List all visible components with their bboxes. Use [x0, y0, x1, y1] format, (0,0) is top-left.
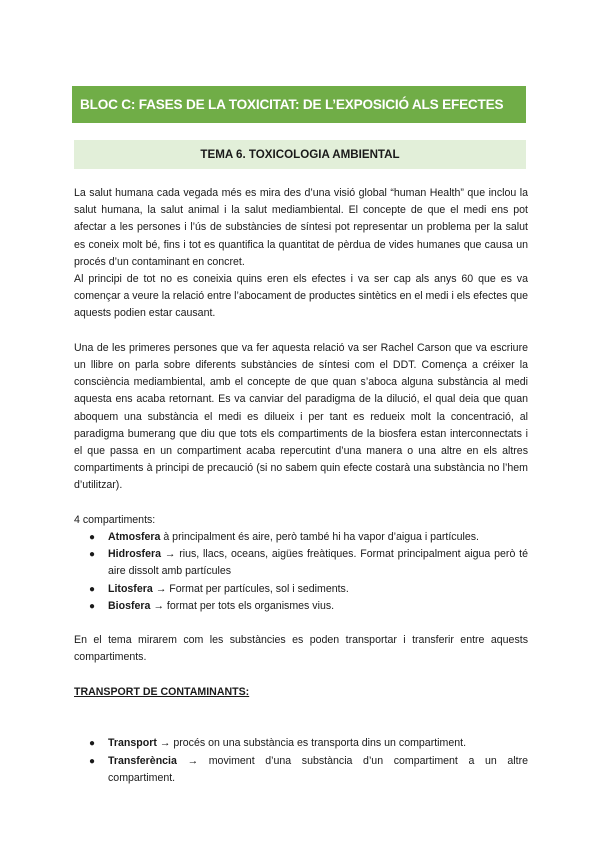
list-item-text: → format per tots els organismes vius.: [150, 599, 335, 612]
list-item: [74, 546, 528, 580]
list-item-term: Atmosfera: [108, 531, 161, 544]
list-item: [74, 598, 528, 615]
tema-title-banner: [74, 140, 526, 169]
list-item-text: → procés on una substància es transporta dins un compartiment.: [156, 737, 467, 750]
bloc-title-banner: [72, 86, 526, 123]
bullet-icon: ●: [89, 549, 96, 561]
list-item-text: → Format per partícules, sol i sediments.: [152, 582, 349, 595]
paragraph-carson: Una de les primeres persones que va fer aquesta relació va ser Rachel Carson que va escriure un llibre on parla sobre diferents substàncies de síntesi com el DDT. Comença a créixer la consciència mediambiental, amb el concepte de que quan s’aboca alguna substància al medi aquesta ens acaba retornant. Es va canviar del paradigma de la dilució, el qual deia que quan aboquem una substància el medi es dilueix i per tant es redueix molt la concentració, al paradigma bumerang que diu que tots els compartiments de la biosfera estan interconnectats i el que passa en un compartiment acaba repercutint d’una manera o una altre en els altres compartiments à principi de precaució (si no sabem quin efecte costarà una substància no l’hem d’utilitzar).: [74, 341, 528, 492]
compartments-intro: 4 compartiments:: [74, 513, 156, 526]
transport-list: [74, 735, 528, 787]
tema-title: TEMA 6. TOXICOLOGIA AMBIENTAL: [200, 148, 400, 161]
list-item-term: Biosfera: [108, 599, 151, 612]
list-item-text: → rius, llacs, oceans, aigües freàtiques. Format principalment aigua però té aire dissolt amb partícules: [108, 548, 528, 578]
bullet-icon: ●: [89, 583, 96, 595]
list-item: [74, 581, 528, 598]
list-item: [74, 529, 528, 546]
bullet-icon: ●: [89, 600, 96, 612]
paragraph-transport: En el tema mirarem com les substàncies es poden transportar i transferir entre aquests compartiments.: [74, 634, 528, 664]
bullet-icon: ●: [89, 532, 96, 544]
list-item-text: à principalment és aire, però també hi ha vapor d’aigua i partícules.: [160, 531, 479, 544]
document-body: [74, 185, 528, 787]
compartments-list: [74, 529, 528, 615]
bullet-icon: ●: [89, 738, 96, 750]
bloc-title: BLOC C: FASES DE LA TOXICITAT: DE L’EXPOSICIÓ ALS EFECTES: [80, 97, 504, 112]
list-item-term: Hidrosfera: [108, 548, 161, 561]
list-item-term: Transferència: [108, 754, 177, 767]
section-heading: TRANSPORT DE CONTAMINANTS:: [74, 685, 250, 698]
paragraph-intro: La salut humana cada vegada més es mira des d’una visió global “human Health” que inclou la salut humana, la salut animal i la salut mediambiental. El concepte de que el medi ens pot afectar a les persones i l’ús de substàncies de síntesi pot representar un problema per la salut es coneix molt bé, fins i tot es quantifica la quantitat de pèrdua de vides humanes que causa un procés d’un contaminant en concret.: [74, 187, 528, 268]
list-item: [74, 753, 528, 787]
list-item-term: Litosfera: [108, 582, 153, 595]
list-item-term: Transport: [108, 737, 157, 750]
paragraph-history: Al principi de tot no es coneixia quins eren els efectes i va ser cap als anys 60 que es va començar a veure la relació entre l’abocament de productes sintètics en el medi i els efectes que aquests podien estar causant.: [74, 273, 529, 320]
bullet-icon: ●: [89, 755, 96, 767]
list-item: [74, 735, 528, 752]
list-item-text: → moviment d’una substància d’un compartiment a un altre compartiment.: [108, 754, 528, 784]
